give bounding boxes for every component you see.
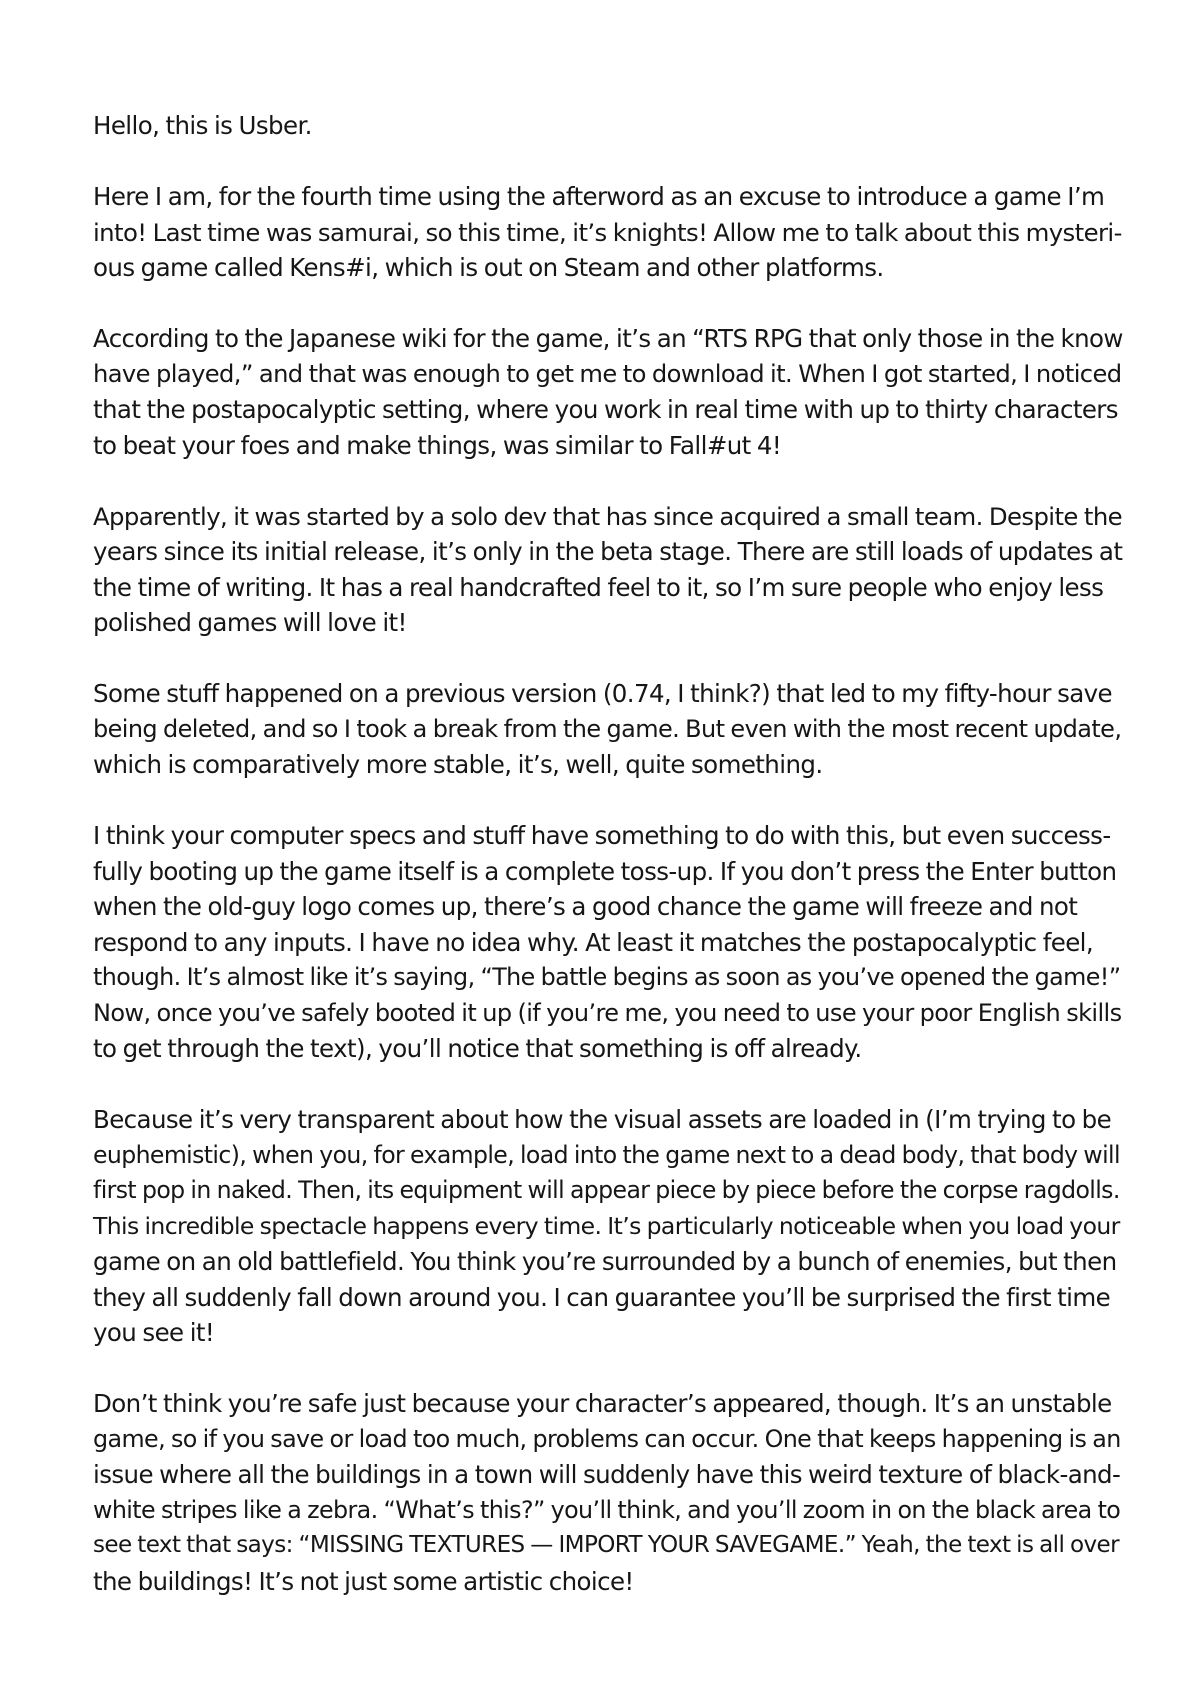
text-line: to get through the text), you’ll notice that something is off already. (93, 1034, 862, 1063)
text-line: years since its initial release, it’s only in the beta stage. There are still loads of updates at (93, 537, 1123, 566)
text-line: the buildings! It’s not just some artistic choice! (93, 1566, 634, 1596)
paragraph-booting (93, 818, 1123, 1067)
text-line: which is comparatively more stable, it’s, well, quite something. (93, 750, 823, 779)
paragraph-introduction (93, 179, 1123, 286)
text-line: This incredible spectacle happens every time. It’s particularly noticeable when you load your (93, 1211, 1120, 1240)
text-line: first pop in naked. Then, its equipment will appear piece by piece before the corpse ragdolls. (93, 1176, 1120, 1204)
text-line: I think your computer specs and stuff have something to do with this, but even success- (93, 821, 1111, 850)
text-line: Because it’s very transparent about how the visual assets are loaded in (I’m trying to be (93, 1105, 1112, 1134)
paragraph-wiki (93, 321, 1123, 463)
paragraph-greeting (93, 108, 1123, 144)
text-line: Now, once you’ve safely booted it up (if you’re me, you need to use your poor English skills (93, 998, 1122, 1027)
paragraph-visual-assets (93, 1102, 1123, 1351)
text-line: Hello, this is Usber. (93, 111, 312, 140)
text-line: white stripes like a zebra. “What’s this?” you’ll think, and you’ll zoom in on the black area to (93, 1495, 1121, 1524)
text-line: issue where all the buildings in a town will suddenly have this weird texture of black-and- (93, 1460, 1121, 1489)
text-line: being deleted, and so I took a break from the game. But even with the most recent update, (93, 714, 1122, 743)
text-line: Don’t think you’re safe just because your character’s appeared, though. It’s an unstable (93, 1389, 1112, 1418)
text-line: you see it! (93, 1318, 215, 1347)
text-line: Some stuff happened on a previous version (0.74, I think?) that led to my fifty-hour save (93, 679, 1113, 708)
text-line: game on an old battlefield. You think you’re surrounded by a bunch of enemies, but then (93, 1247, 1117, 1276)
text-line: euphemistic), when you, for example, load into the game next to a dead body, that body will (93, 1140, 1120, 1169)
text-line: Here I am, for the fourth time using the afterword as an excuse to introduce a game I’m (93, 182, 1105, 211)
paragraph-development (93, 499, 1123, 641)
text-line: fully booting up the game itself is a complete toss-up. If you don’t press the Enter button (93, 856, 1117, 886)
text-line: that the postapocalyptic setting, where you work in real time with up to thirty characters (93, 395, 1118, 424)
text-line: Apparently, it was started by a solo dev that has since acquired a small team. Despite the (93, 501, 1123, 531)
text-line: though. It’s almost like it’s saying, “The battle begins as soon as you’ve opened the game!” (93, 963, 1121, 991)
text-line: ous game called Kens#i, which is out on Steam and other platforms. (93, 253, 884, 282)
text-line: game, so if you save or load too much, problems can occur. One that keeps happening is an (93, 1424, 1121, 1453)
text-line: into! Last time was samurai, so this time, it’s knights! Allow me to talk about this mysteri- (93, 217, 1122, 247)
paragraph-save-deleted (93, 676, 1123, 783)
text-line: the time of writing. It has a real handcrafted feel to it, so I’m sure people who enjoy less (93, 572, 1104, 602)
text-line: see text that says: “MISSING TEXTURES — IMPORT YOUR SAVEGAME.” Yeah, the text is all over (93, 1532, 1119, 1558)
paragraph-missing-textures (93, 1386, 1123, 1599)
text-line: polished games will love it! (93, 608, 407, 637)
text-line: According to the Japanese wiki for the game, it’s an “RTS RPG that only those in the know (93, 324, 1123, 353)
afterword-text (93, 108, 1123, 1635)
text-line: when the old-guy logo comes up, there’s a good chance the game will freeze and not (93, 892, 1078, 921)
text-line: have played,” and that was enough to get me to download it. When I got started, I noticed (93, 359, 1122, 388)
text-line: respond to any inputs. I have no idea why. At least it matches the postapocalyptic feel, (93, 927, 1094, 957)
text-line: they all suddenly fall down around you. I can guarantee you’ll be surprised the first time (93, 1282, 1111, 1312)
text-line: to beat your foes and make things, was similar to Fall#ut 4! (93, 430, 782, 460)
